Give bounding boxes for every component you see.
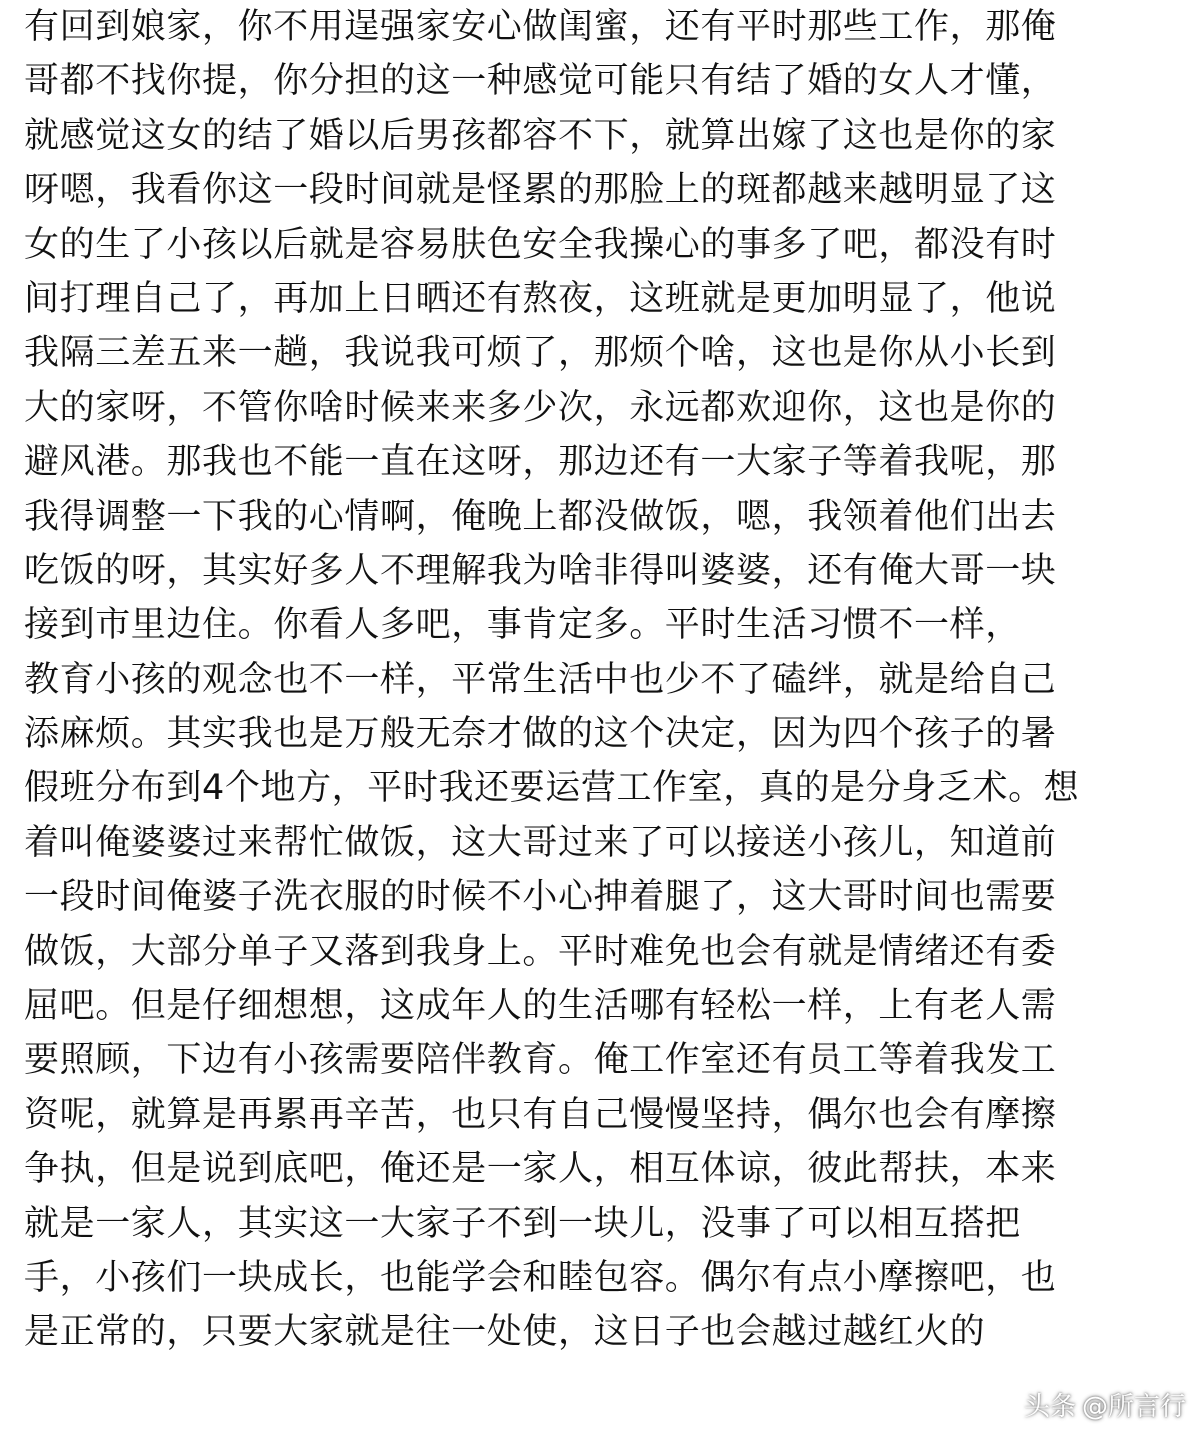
watermark-prefix: 头条 bbox=[1023, 1392, 1076, 1422]
text-line: 添麻烦。其实我也是万般无奈才做的这个决定，因为四个孩子的暑 bbox=[24, 714, 1057, 755]
text-line: 吃饭的呀，其实好多人不理解我为啥非得叫婆婆，还有俺大哥一块 bbox=[24, 550, 1057, 591]
watermark bbox=[1024, 1386, 1186, 1423]
text-line: 女的生了小孩以后就是容易肤色安全我操心的事多了吧，都没有时 bbox=[24, 224, 1057, 265]
text-line: 就是一家人，其实这一大家子不到一块儿，没事了可以相互搭把 bbox=[24, 1203, 1021, 1244]
text-line: 教育小孩的观念也不一样，平常生活中也少不了磕绊，就是给自己 bbox=[24, 659, 1057, 700]
text-line: 大的家呀，不管你啥时候来来多少次，永远都欢迎你，这也是你的 bbox=[24, 387, 1057, 428]
text-line: 有回到娘家，你不用逞强家安心做闺蜜，还有平时那些工作，那俺 bbox=[24, 7, 1057, 47]
text-line: 假班分布到4个地方，平时我还要运营工作室，真的是分身乏术。想 bbox=[24, 768, 1080, 809]
text-line: 就感觉这女的结了婚以后男孩都容不下，就算出嫁了这也是你的家 bbox=[24, 115, 1057, 156]
text-line: 要照顾，下边有小孩需要陪伴教育。俺工作室还有员工等着我发工 bbox=[24, 1040, 1057, 1081]
text-line: 是正常的，只要大家就是往一处使，这日子也会越过越红火的 bbox=[24, 1312, 986, 1353]
text-line: 哥都不找你提，你分担的这一种感觉可能只有结了婚的女人才懂， bbox=[24, 61, 1057, 102]
watermark-handle: @所言行 bbox=[1081, 1392, 1186, 1422]
text-line: 间打理自己了，再加上日晒还有熬夜，这班就是更加明显了，他说 bbox=[24, 278, 1057, 319]
text-line: 一段时间俺婆子洗衣服的时候不小心抻着腿了，这大哥时间也需要 bbox=[24, 877, 1057, 918]
text-line: 争执，但是说到底吧，俺还是一家人，相互体谅，彼此帮扶，本来 bbox=[24, 1149, 1057, 1190]
text-line: 做饭，大部分单子又落到我身上。平时难免也会有就是情绪还有委 bbox=[24, 931, 1057, 972]
body-text bbox=[24, 0, 1194, 1360]
text-line: 屈吧。但是仔细想想，这成年人的生活哪有轻松一样，上有老人需 bbox=[24, 986, 1057, 1027]
text-line: 接到市里边住。你看人多吧，事肯定多。平时生活习惯不一样， bbox=[24, 605, 1021, 646]
text-line: 呀嗯，我看你这一段时间就是怪累的那脸上的斑都越来越明显了这 bbox=[24, 170, 1057, 211]
text-line: 我隔三差五来一趟，我说我可烦了，那烦个啥，这也是你从小长到 bbox=[24, 333, 1057, 374]
text-line: 手，小孩们一块成长，也能学会和睦包容。偶尔有点小摩擦吧，也 bbox=[24, 1257, 1057, 1298]
text-line: 避风港。那我也不能一直在这呀，那边还有一大家子等着我呢，那 bbox=[24, 442, 1057, 483]
text-line: 资呢，就算是再累再辛苦，也只有自己慢慢坚持，偶尔也会有摩擦 bbox=[24, 1094, 1057, 1135]
text-line: 着叫俺婆婆过来帮忙做饭，这大哥过来了可以接送小孩儿，知道前 bbox=[24, 822, 1057, 863]
text-line: 我得调整一下我的心情啊，俺晚上都没做饭，嗯，我领着他们出去 bbox=[24, 496, 1057, 537]
